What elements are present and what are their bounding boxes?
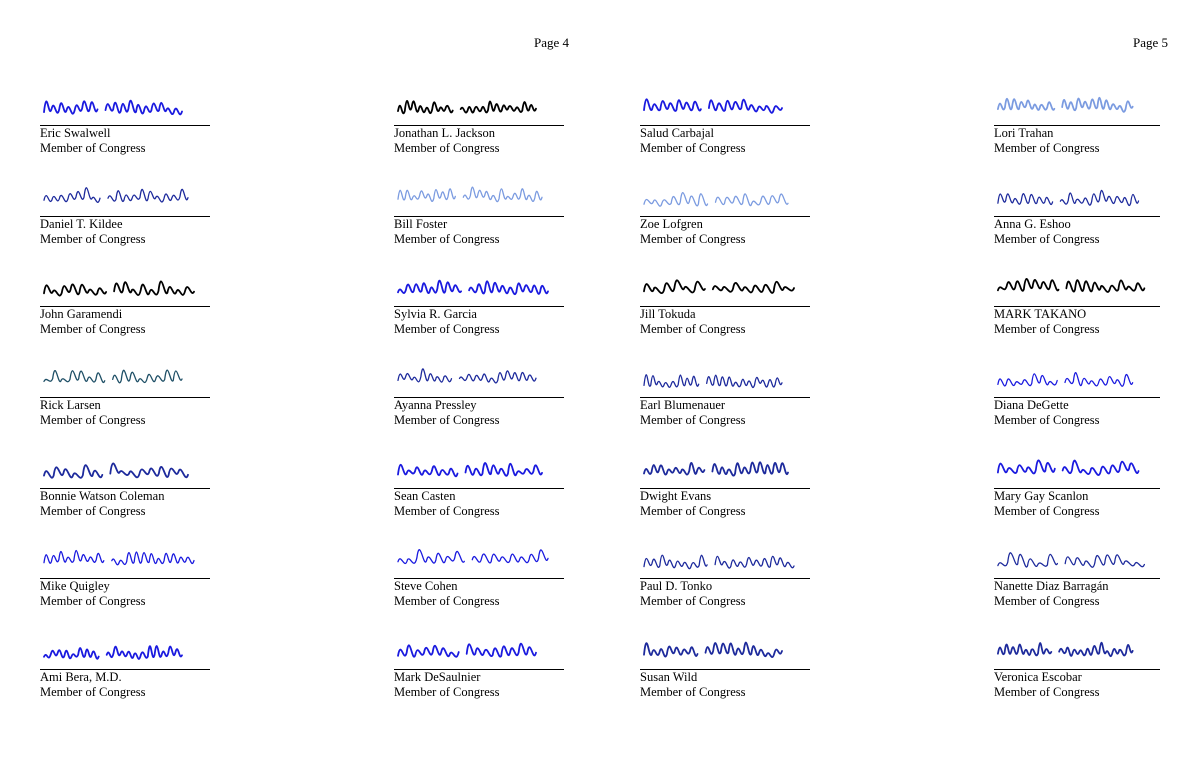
signer-name: Sean Casten [394,488,456,503]
signer-title: Member of Congress [394,322,500,337]
signer-title: Member of Congress [640,503,746,518]
signature-ink [394,441,564,489]
signature-ink [640,441,810,489]
handwritten-signature [640,350,810,398]
handwritten-signature [394,531,564,579]
signature-ink [994,350,1160,398]
signature-stroke [44,370,182,383]
handwritten-signature [640,259,810,307]
handwritten-signature [40,622,210,670]
signature-stroke [44,463,188,477]
signature-stroke [44,187,188,202]
handwritten-signature [394,259,564,307]
signer-title: Member of Congress [40,503,146,518]
signature-stroke [998,460,1139,475]
signer-title: Member of Congress [40,141,146,155]
signer-title: Member of Congress [640,141,746,155]
signer-name: Bill Foster [394,216,448,231]
signature-ink [394,78,564,126]
signer-title: Member of Congress [394,231,500,246]
signature-stroke [398,550,548,564]
signer-name: Ayanna Pressley [394,398,477,413]
handwritten-signature [40,169,210,217]
signer-title: Member of Congress [640,231,746,246]
signature-ink [40,441,210,489]
signer-name: Daniel T. Kildee [40,216,123,231]
signer-title: Member of Congress [640,594,746,609]
signer-name: Sylvia R. Garcia [394,307,477,322]
signature-stroke [398,101,536,113]
signature-block [40,350,210,441]
signature-stroke [398,369,536,383]
signature-column-4 [994,78,1160,713]
signature-ink [994,622,1160,670]
signature-stroke [398,644,536,657]
handwritten-signature [640,169,810,217]
signature-block [640,441,810,532]
signature-stroke [644,556,794,569]
signature-stroke [44,101,182,115]
signature-block [40,622,210,713]
signer-name: Rick Larsen [40,398,101,413]
handwritten-signature [394,169,564,217]
signature-block [40,441,210,532]
signer-name: Jonathan L. Jackson [394,126,496,140]
page-number-left: Page 4 [534,35,570,50]
signature-ink [640,622,810,670]
signature-block [640,259,810,350]
signer-name: Mike Quigley [40,579,110,594]
handwritten-signature [394,622,564,670]
signature-stroke [644,192,788,206]
handwritten-signature [640,78,810,126]
signature-stroke [44,646,182,659]
signer-name: Susan Wild [640,670,698,685]
signature-ink [394,531,564,579]
signer-title: Member of Congress [394,594,500,609]
signature-stroke [998,279,1144,292]
signature-block [40,169,210,260]
signature-ink [640,259,810,307]
signature-block [640,531,810,622]
signer-title: Member of Congress [640,685,746,700]
signature-block [994,259,1160,350]
signer-name: Jill Tokuda [640,307,696,322]
signature-block [394,169,564,260]
signer-title: Member of Congress [394,685,500,700]
signature-block [640,169,810,260]
signer-title: Member of Congress [40,685,146,700]
handwritten-signature [640,622,810,670]
signature-stroke [398,463,542,476]
handwritten-signature [640,441,810,489]
signature-block [40,78,210,169]
signer-title: Member of Congress [394,413,500,428]
signature-ink [994,441,1160,489]
handwritten-signature [394,441,564,489]
signature-stroke [998,553,1144,567]
handwritten-signature [994,259,1160,307]
signer-name: John Garamendi [40,307,123,322]
signature-ink [40,259,210,307]
signer-title: Member of Congress [994,231,1100,246]
signature-ink [40,350,210,398]
signature-stroke [644,643,782,657]
signature-stroke [998,643,1133,656]
signer-title: Member of Congress [994,141,1100,155]
signature-block [394,531,564,622]
signer-title: Member of Congress [394,141,500,155]
signature-block [394,78,564,169]
signer-name: Earl Blumenauer [640,398,726,413]
signature-column-3 [640,78,810,713]
handwritten-signature [994,78,1160,126]
signature-block [640,622,810,713]
signature-block [40,259,210,350]
signer-title: Member of Congress [994,594,1100,609]
signature-stroke [998,98,1133,112]
signer-name: Diana DeGette [994,398,1069,413]
signer-name: MARK TAKANO [994,307,1087,322]
signature-column-2 [394,78,564,713]
signature-ink [994,169,1160,217]
signature-ink [40,622,210,670]
signer-title: Member of Congress [994,413,1100,428]
signature-column-1 [40,78,210,713]
signature-ink [640,169,810,217]
signature-block [994,441,1160,532]
signature-ink [994,531,1160,579]
signature-block [640,78,810,169]
signer-name: Mary Gay Scanlon [994,488,1089,503]
signature-ink [394,169,564,217]
signature-block [994,350,1160,441]
signer-name: Lori Trahan [994,126,1054,140]
signature-stroke [398,187,542,202]
signer-title: Member of Congress [394,503,500,518]
signer-name: Paul D. Tonko [640,579,713,594]
signer-name: Veronica Escobar [994,670,1082,685]
signature-block [640,350,810,441]
handwritten-signature [994,441,1160,489]
signer-title: Member of Congress [994,322,1100,337]
signer-title: Member of Congress [40,231,146,246]
signature-block [40,531,210,622]
signer-name: Eric Swalwell [40,126,111,140]
signature-block [994,169,1160,260]
signature-ink [640,350,810,398]
signer-title: Member of Congress [994,685,1100,700]
signature-stroke [644,99,782,113]
handwritten-signature [40,531,210,579]
signature-block [394,441,564,532]
signature-block [394,622,564,713]
signature-ink [394,259,564,307]
signature-ink [394,350,564,398]
signer-name: Mark DeSaulnier [394,670,481,685]
signature-ink [40,169,210,217]
handwritten-signature [40,350,210,398]
signature-stroke [644,281,794,294]
signature-stroke [644,462,788,475]
signer-name: Zoe Lofgren [640,216,703,231]
signer-title: Member of Congress [40,413,146,428]
signer-name: Nanette Diaz Barragán [994,579,1109,594]
signer-name: Ami Bera, M.D. [40,670,122,685]
handwritten-signature [40,441,210,489]
signature-ink [394,622,564,670]
signer-name: Dwight Evans [640,488,712,503]
signature-block [994,622,1160,713]
handwritten-signature [994,169,1160,217]
handwritten-signature [994,531,1160,579]
signature-stroke [398,281,548,295]
signature-stroke [44,282,194,296]
signature-ink [640,531,810,579]
handwritten-signature [394,78,564,126]
signature-ink [994,259,1160,307]
signature-block [994,531,1160,622]
signer-name: Steve Cohen [394,579,458,594]
handwritten-signature [994,622,1160,670]
handwritten-signature [40,259,210,307]
signature-stroke [998,190,1139,205]
signature-stroke [644,375,782,388]
signature-block [394,350,564,441]
signature-stroke [998,373,1133,387]
signer-title: Member of Congress [994,503,1100,518]
handwritten-signature [994,350,1160,398]
handwritten-signature [640,531,810,579]
signer-title: Member of Congress [640,413,746,428]
page-number-right: Page 5 [1133,35,1169,50]
signer-title: Member of Congress [640,322,746,337]
handwritten-signature [40,78,210,126]
signature-block [394,259,564,350]
signature-ink [40,78,210,126]
signer-name: Bonnie Watson Coleman [40,488,165,503]
signer-name: Salud Carbajal [640,126,714,140]
signature-stroke [44,551,194,565]
signature-ink [640,78,810,126]
signature-ink [994,78,1160,126]
signer-name: Anna G. Eshoo [994,216,1071,231]
handwritten-signature [394,350,564,398]
signature-block [994,78,1160,169]
signer-title: Member of Congress [40,322,146,337]
signer-title: Member of Congress [40,594,146,609]
signature-ink [40,531,210,579]
